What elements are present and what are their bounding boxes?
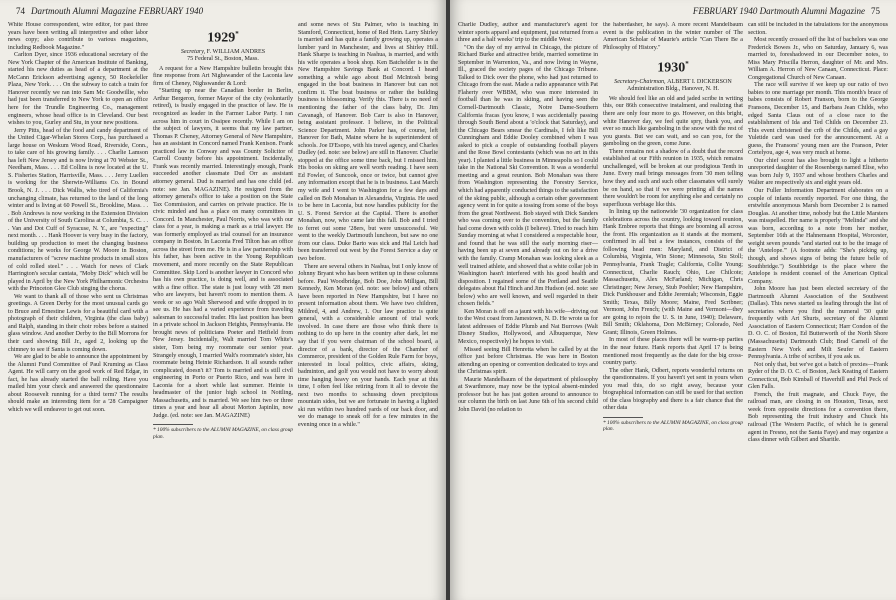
right-column-3 xyxy=(748,22,888,596)
right-page-number: 75 xyxy=(871,6,880,16)
left-page xyxy=(0,0,446,600)
paragraph: John Moore has just been elected secretary of the Dartmouth Alumni Association of the Southwest (Dallas). This news started us leafing through the list of secretaries where you find the numeral '30 quite frequently with Art Shurts, secretary of the Alumni Association of Eastern Connecticut; Harr Condon of the D. O. C. of Boston, Ed Butterworth of the North Shore (Massachusetts) Dartmouth Club; Brad Carnell of the Eastern New York and Milt Seufer of Eastern Pennsylvania. A tribe of scribes, if you ask us. xyxy=(748,286,888,361)
paragraph: Our Fuller Information Department elaborates on a couple of infants recently reported. For one thing, the erstwhile anonymous Marsh born December 2 is named Douglas. At another time, nobody but the Little Marsters was misspelled. Her name is properly "Melinda" and she was born, according to a note from her mother, September 16th at the Hahnemann Hospital, Worcester, weight seven pounds "and started out to be the image of the 'Antelope.'" (A footnote adds: "She's picking up, though, and shows signs of being the future belle of Southbridge.") Southbridge is the place where the Antelope is resident counsel of the American Optical Company. xyxy=(748,188,888,285)
left-running-title: Dartmouth Alumni Magazine FEBRUARY 1940 xyxy=(31,6,204,16)
right-running-head xyxy=(693,6,886,16)
class-mark: * xyxy=(235,30,239,38)
paragraph: Jerry Pitts, head of the food and candy department of the United Cigar-Whelan Stores Corp., has purchased a large house on Weskum Wood Road, Riverside, Conn., to take care of his growing family. . . . Charlie Lamson has left New Jersey and is now living at 70 Webster St., Needham, Mass. . . . Ed Collins is now located at the U. S. Fisheries Station, Harrisville, Mass. . . . Jerry Luellen is working for the Sherwin-Williams Co. in Bound Brook, N. J. . . . Dick Wallis, who tired of California's unchanging climate, has returned to the land of the long winter and is living at 60 Powell St., Brookline, Mass. . . . Bob Andrews is now working in the Extension Division of the University of South Carolina at Columbia, S. C. . . . Van and Dot Cuff of Syracuse, N. Y., are "expecting" next month. . . . Hank Hoover is very busy in the factory, building up production to meet the changing business conditions; he works for George W. Moore in Boston, manufacturers of "screw machine products in small sizes of cold rolled steel." . . . Watch for news of Clark Harrington's secular cantata, "Moby Dick" which will be played in April by the New York Philharmonic Orchestra with the Princeton Glee Club singing the chorus. xyxy=(8,127,148,293)
paragraph: Most recently crossed off the list of bachelors was one Frederick Bowes Jr., who on Saturday, January 6, was married to, foreshadowed in our December notes, to Miss Mary Priscilla Herron, daughter of Mr. and Mrs. William A. Herron of New Canaan, Connecticut. Place: Congregational Church of New Canaan. xyxy=(748,37,888,81)
secretary-name: ALBERT I. DICKERSON xyxy=(667,78,732,85)
class-heading-1930 xyxy=(603,56,743,77)
right-columns xyxy=(458,22,888,596)
left-column-3 xyxy=(298,22,438,596)
footnote-rule xyxy=(153,424,193,425)
right-running-title: FEBRUARY 1940 Dartmouth Alumni Magazine xyxy=(692,6,865,16)
paragraph: There are several others in Nashua, but I only know of Johnny Bryant who has been written up in these columns before. Paul Woodbridge, Bob Doe, John Milligan, Bill Kennedy, Ken Moran (ed. note: see below) and others have been reported in New Hampshire, but I have no present information about them. We have two children, Mildred, 4, and Andrew, 1. Our law practice is quite general, with a considerable amount of trial work involved. In case there are those who think there is nothing to do up here in the country after dark, let me say that if you were chairman of the school board, a director of a bank, director of the Chamber of Commerce, president of the Golden Rule Farm for boys, interested in local politics, civic affairs, skiing, badminton, and golf you would not have to worry about time hanging heavy on your hands. Each year at this time, I often feel like retiring from it all to devote the next two months to schussing down precipitous mountain sides, but we are fortunate in having a lighted ski run within two hundred yards of our back door, and we do manage to sneak off for a few minutes in the evening once in a while." xyxy=(298,263,438,428)
paragraph: Ken Moran is off on a jaunt with his wife—driving out to the West coast from Jamestown, N. D. He wrote us for latest addresses of Eddie Plumb and Nat Burrows (Walt Disney Studios, Hollywood, and Albuquerque, New Mexico, respectively) he hopes to visit. xyxy=(458,308,598,345)
secretary-label: Secretary-Chairman, xyxy=(614,78,666,85)
secretary-name: F. WILLIAM ANDRES xyxy=(206,48,266,55)
paragraph: The other Hank, Odbert, reports wonderful returns on the questionnaires. If you haven't yet sent in yours when you read this, do so right away, because your biographical information can still be used for that section of the class biography and there is a fair chance that the other data xyxy=(603,367,743,412)
class-mark: * xyxy=(685,60,689,69)
footnote: * 100% subscribers to the ALUMNI MAGAZINE, on class group plan. xyxy=(153,427,293,440)
right-column-1 xyxy=(458,22,598,596)
paragraph: We should feel like an old and jaded scribe in writing this, our 86th consecutive instalment, and realizing that there are only four more to go. However, on this bright, white Hanover day, we feel quite spry, thank you, and ever so much like gamboling in the snow with the rest of you guests. But we can wait, and so can you, for the gamboling on the green, come June. xyxy=(603,95,743,148)
class-heading-1929 xyxy=(153,26,293,47)
paragraph: In lining up the nationwide '30 organization for class celebrations across the country, looking toward reunion, Hank Embree reports that things are booming all across the front. His organization as it stands at the moment, confirmed in all but a few instances, consists of the following head men: Maryland, and District of Columbia, Virginia, Win Stone; Minnesota, Stu Stoll; Pennsylvania, Frank Tragle; California, Collie Young; Connecticut, Charlie Rauch; Ohio, Lee Chilcote; Massachusetts, Alex McFarland; Michigan, Chris Christinger; New Jersey, Stub Poehler; New Hampshire, Dick Funkhouser and Eddie Jeremiah; Wisconsin, Eggie Smith; Texas, Billy Moore; Maine, Fred Scribner; Vermont, John French; (with Maine and Vermont—they are going to rejoin the U. S. in June, 1940); Delaware, Bill Smith; Oklahoma, Don McBirney; Colorado, Ned Grant; Illinois, Green Holmes. xyxy=(603,209,743,336)
footnote-rule xyxy=(603,417,643,418)
paragraph: can still be included in the tabulations for the anonymous section. xyxy=(748,22,888,36)
paragraph: A request for a New Hampshire bulletin brought this fine response from Art Nighswander of the Laconia law firm of Cheney, Nighswander & Lord: xyxy=(153,65,293,87)
paragraph: White House correspondent, wire editor, for past three years have been writing all interpretive and other labor news copy; also contribute to various magazines, including Redbook Magazine." xyxy=(8,22,148,51)
right-column-2 xyxy=(603,22,743,596)
secretary-line xyxy=(153,49,293,57)
paragraph: The race will survive if we keep up our ratio of two babies to one marriage per month. This month's brace of babes consists of Robert Franson, born to the George Fransons, December 15, and Barbara Jean Childs, who edged Santa Claus out of a close race to the establishment of Ida and Ted Childs on December 23. This event christened the crib of the Childs, and a gay Yuletide card was used for the announcement. At a guess, the Fransons' young men are the Franson, Peter Cortelyou, age 4, was very much at home. xyxy=(748,82,888,157)
left-column-1 xyxy=(8,22,148,596)
paragraph: French, the fruit magnate, and Chuck Faye, the railroad man, are closing in on Houston, Texas, next week from opposite directions for a convention there, Bob representing the fruit industry and Chuck his railroad (The Western Pacific, of which he is general agent in Fresno, not the Santa Faye) and may organize a class dinner with Gilbert and Sharitle. xyxy=(748,391,888,444)
secretary-line xyxy=(603,79,743,87)
paragraph: In most of these places there will be warm-up parties in the near future. Hank reports that April 17 is being mentioned most frequently as the date for the big cross-country party. xyxy=(603,337,743,367)
paragraph: Our chief scout has also brought to light a hitherto unreported daughter of the Rosenbergs named Elise, who was born July 9, 1937 and whose brothers Charles and Walter are respectively six and eight years old. xyxy=(748,157,888,187)
footnote: * 100% subscribers to the ALUMNI MAGAZINE, on class group plan. xyxy=(603,419,743,433)
paragraph: Missed seeing Bill Henretta when he called by at the office just before Christmas. He was here in Boston attending an opening or convention dedicated to toys and the Christmas spirit. xyxy=(458,346,598,376)
paragraph: There remains not a shadow of a doubt that the record established at our Fifth reunion in 1935, which remains unchallenged, will be broken at our prodigious Tenth in June. Every mail brings messages from '30 men telling how they and such and such other classmates will surely be on hand, so that if we were printing all the names there wouldn't be room for anything else and certainly no superfluous verbiage like this. xyxy=(603,148,743,208)
left-running-head xyxy=(10,6,203,16)
paragraph: Not only that, but we've got a batch of prexies—Frank Ryder of the D. O. C. of Boston, Jack Keating of Eastern Connecticut, Bob Kimball of Haverhill and Phil Peck of Glen Falls. xyxy=(748,361,888,391)
class-year: 1929 xyxy=(207,30,236,46)
secretary-address: 75 Federal St., Boston, Mass. xyxy=(187,56,259,63)
paragraph: Maurie Mandelbaum of the department of philosophy at Swarthmore, may now be the typical absent-minded professor but he has just gotten around to announce to our column the birth on last June 6th of his second child John David (no relation to xyxy=(458,376,598,413)
paragraph: "On the day of my arrival in Chicago, the picture of Richard Burke and attractive bride, married sometime in September in Warrenton, Va., and now living in Wayne, Ill., graced the society pages of the Chicago Tribune. Talked to Dick over the phone, who had just returned to Chicago from the east. Made a radio appearance with Pat Flaherty over WBBM, who was more interested in football than he was in skiing, and having seen the Cornell-Dartmouth Classic, Notre Dame-Southern California fracas (you know, I was accidentally passing through South Bend about a 'o'clock that Saturday), and the Chicago Bears smear the Cardinals, I felt like Bill Cunningham and Eddie Dooley combined when I was asked to pick a couple of outstanding football players and the Rose Bowl contestants (which was no art in this year). I planted a little business in Minneapolis so I could take in the National Ski Convention. It was a wonderful meeting and a great reunion. Bob Monahan was there from Washington representing the Forestry Service, which had apparently conducted things to the satisfaction of the skiing public, although a certain other government agency went in for quite a tossing from some of the boys from the great Northwest. Bob stayed with Dick Sanders who was coming over to the convention, but the family had come down with colds (I believe). Tried to reach him Sunday morning at what I considered a respectable hour, and found that he was still the early morning riser—having been up at seven and already out on for a drive with the family. Cramp Monahan was looking sleek as a well trained athlete, and showed that a white collar job in Washington hasn't interfered with his good health and disposition. I regained some of the Portland and Seattle delegates about Hal Hinch and Jim Hudson (ed. note: see below) who are well known, and well regarded in their chosen fields." xyxy=(458,44,598,308)
paragraph: Carlton Dyer, since 1936 educational secretary of the New York Chapter of the American Institute of Banking, started his new duties as head of a department at the McCann Erickson advertising agency, 50 Rockefeller Plaza, New York. . . . On the subway to catch a train for Hanover recently we ran into Sam Mc Goodwillie, who had just been transferred to New York to open an office here for the Trundle Engineering Co., management engineers, whose head office is in Cleveland. Our best wishes to you, Gurley and Stu, in your new positions. xyxy=(8,52,148,127)
secretary-address: Administration Bldg., Hanover, N. H. xyxy=(627,86,719,93)
paragraph: We are glad to be able to announce the appointment by the Alumni Fund Committee of Paul Kruming as Class Agent. He will carry on the good work of Red Edgar, in fact, he has already started the ball rolling. Have you mailed him your check and answered the questionnaire about Roosevelt running for a third term? The results should make an interesting item for a '28 Campaigner which we will endeavor to get out soon. xyxy=(8,354,148,413)
secretary-label: Secretary, xyxy=(180,48,206,55)
paragraph: Charlie Dudley, author and manufacturer's agent for winter sports apparel and equipment, just returned from a three and a half weeks' trip to the middle West: xyxy=(458,22,598,44)
paragraph: We want to thank all of those who sent us Christmas greetings. A Green Derby for the most unusual cards go to Bruce and Ernestine Lewis for a beautiful card with a photograph of their children, Virginia (the class baby) and Ralph, standing in their choir robes before a stained glass window. And another Derby to the Bill Morrons for their card showing Bill Jr., aged 2, looking up the chimney to see if Santa is coming down. xyxy=(8,293,148,353)
class-year: 1930 xyxy=(657,60,686,76)
left-column-2 xyxy=(153,22,293,596)
paragraph: and some news of Stu Palmer, who is teaching in Stamford, Connecticut, home of Red Hein. Larry Shirley is married and has quite a family growing up, operates a lumber yard in Manchester, and lives at Shirley Hill. Hank Sharpe is teaching in Nashua, is married, and with his wife operates a book shop. Ken Batchelder is in the New Hampshire Savings Bank at Concord. I heard something a while ago about Bud McIntosh being engaged in the boat business in Hanover but can not confirm it. The boat business or rather the building business is blossoming. Verify this. There is no need of mentioning the father of the class baby, Dr. Jim Cavanagh, of Hanover. Bob Carr is also in Hanover, being assistant professor. I believe, in the Political Science Department. John Parker has, of course, left Hanover for Bath, Maine where he is superintendent of schools. Joe D'Esopo, with his travel agency, and Charles Dudley (ed. note: see below) are still in Hanover. Charlie stopped at the office some time back, but I missed him. His books on skiing are well worth reading. I have seen Ed Fowler, of Suncook, once or twice, but cannot give any information except that he is in business. Last March my wife and I went to Washington for a few days and called on Bob Monahan in Alexandria, Virginia. He used to be here in Laconia, but now handles publicity for the U. S. Forest Service at the Capital. There is another Monahan, now, who came late this fall. Bob and I tried to ferret out some '28ers, but were unsuccessful. We went to the weekly Dartmouth luncheon, but saw no one from our class. Duke Barto was sick and Hal Leich had been transferred out west by the Forest Service a day or two before. xyxy=(298,22,438,262)
paragraph: "Starting up near the Canadian border in Berlin, Arthur Bergeron, former Mayor of the city (voluntarily retired), is busily engaged in the practice of law. He is recognized as leader in the Farmer Labor Party. I ran across him in court in Ossipee recently. While I am on the subject of lawyers, it seems that my law partner, Thomas P. Cheney, Attorney General of New Hampshire, has an assistant in Concord named Frank Kenison. Frank practiced law in Conway and was County Solicitor of Carroll County before his appointment. Incidentally, Frank was recently married. Interestingly enough, Frank succeeded another classmate Dud Orr as assistant attorney general. Dud is married and has one child (ed. note: see Jan. MAGAZINE). He resigned from the attorney general's office to take a position on the State Tax Commission, and carries on private practice. He is civic minded and has a place on many committees in Concord. In Manchester, Paul Norris, who was with our class for a year, is making a mark as a trial lawyer. He was formerly employed as trial counsel for an insurance company in Boston. In Laconia Fred Tilton has an office across the street from me. He is in a law partnership with his father, has been active in the Young Republican movement, and more recently on the State Republican Committee. Skip Lord is another lawyer in Concord who has his own practice, is doing well, and is associated with a fine office. The state is just lousy with '28 men who are lawyers, but haven't room to mention them. A week or so ago Walt Sherwood and wife dropped in to see us. He has had a varied experience from traveling salesman to successful trader. His last position has been in a private school in Jackson Heights, Pennsylvania. He brought news of politicians Poeter and Hetfield from New Jersey. Incidentally, Walt married Tom White's sister, Tom being my roommate our senior year. Strangely enough, I married Walt's roommate's sister, his roommate being Heinie Richardson. It all sounds rather complicated, doesn't it? Tom is married and is still civil engineering in Porto or Puerto Rico, and was here in Laconia for a short while last summer. Heinie is headmaster of the junior high school in Nottling, Massachusetts, and is married. We see him two or three times a year and hear all about Morton Japinlin, now Judge. (ed. note: see Jan. MAGAZINE) xyxy=(153,88,293,419)
right-page xyxy=(450,0,896,600)
paragraph: the haberdasher, he says). A more recent Mandelbaum event is the publication in the winter number of The American Scholar of Maurie's article "Can There Be a Philosophy of History." xyxy=(603,22,743,51)
left-page-number: 74 xyxy=(16,6,25,16)
left-columns xyxy=(8,22,438,596)
